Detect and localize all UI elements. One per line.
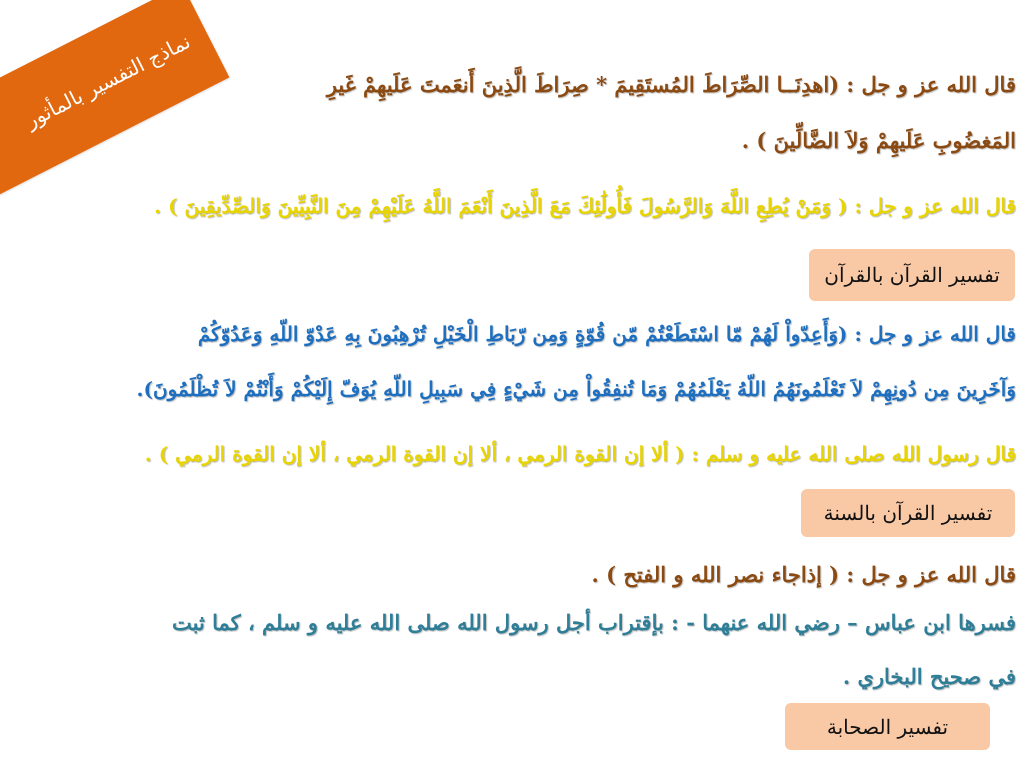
banner-title: نماذج التفسير بالمأثور	[21, 29, 195, 133]
hadith-line: قال رسول الله صلى الله عليه و سلم : ( ألا إن القوة الرمي ، ألا إن القوة الرمي ، ألا إن القوة الرمي ) .	[144, 442, 1016, 466]
fatiha-verse-line-2: المَغضُوبِ عَلَيهِمْ وَلاَ الضَّالِّينَ ) .	[741, 128, 1016, 153]
anfal-verse-line-2: وَآخَرِينَ مِن دُونِهِمْ لاَ تَعْلَمُونَهُمُ اللّهُ يَعْلَمُهُمْ وَمَا تُنفِقُواْ مِن شَيْءٍ فِي سَبِيلِ اللّهِ يُوَفّ إِلَيْكُمْ وَأَنْتُمْ لاَ تُظْلَمُونَ).	[136, 377, 1016, 401]
label-quran-by-sunnah: تفسير القرآن بالسنة	[801, 489, 1015, 537]
fatiha-verse-line-1: قال الله عز و جل : (اهدِنَــا الصِّرَاطَ المُستَقِيمَ * صِرَاطَ الَّذِينَ أَنعَمتَ عَلَيهِمْ غَيرِ	[326, 72, 1016, 97]
ibn-abbas-line-2: في صحيح البخاري .	[842, 664, 1016, 689]
anfal-verse-line-1: قال الله عز و جل : (وَأَعِدّواْ لَهُمْ مّا اسْتَطَعْتُمْ مّن قُوّةٍ وَمِن رّبَاطِ الْخَيْلِ تُرْهِبُونَ بِهِ عَدْوّ اللّهِ وَعَدُوّكُمْ	[197, 322, 1016, 346]
ibn-abbas-line-1: فسرها ابن عباس – رضي الله عنهما - : بإقتراب أجل رسول الله صلى الله عليه و سلم ، كما ثبت	[172, 610, 1016, 635]
label-companions: تفسير الصحابة	[785, 703, 990, 750]
nasr-verse: قال الله عز و جل : ( إذاجاء نصر الله و الفتح ) .	[591, 562, 1016, 587]
nisa-verse: قال الله عز و جل : ( وَمَنْ يُطِعِ اللَّهَ وَالرَّسُولَ فَأُولَٰئِكَ مَعَ الَّذِينَ أَنْعَمَ اللَّهُ عَلَيْهِمْ مِنَ النَّبِيِّينَ وَالصِّدِّيقِينَ ) .	[154, 194, 1016, 218]
corner-banner	[0, 0, 229, 195]
label-quran-by-quran: تفسير القرآن بالقرآن	[809, 249, 1015, 301]
